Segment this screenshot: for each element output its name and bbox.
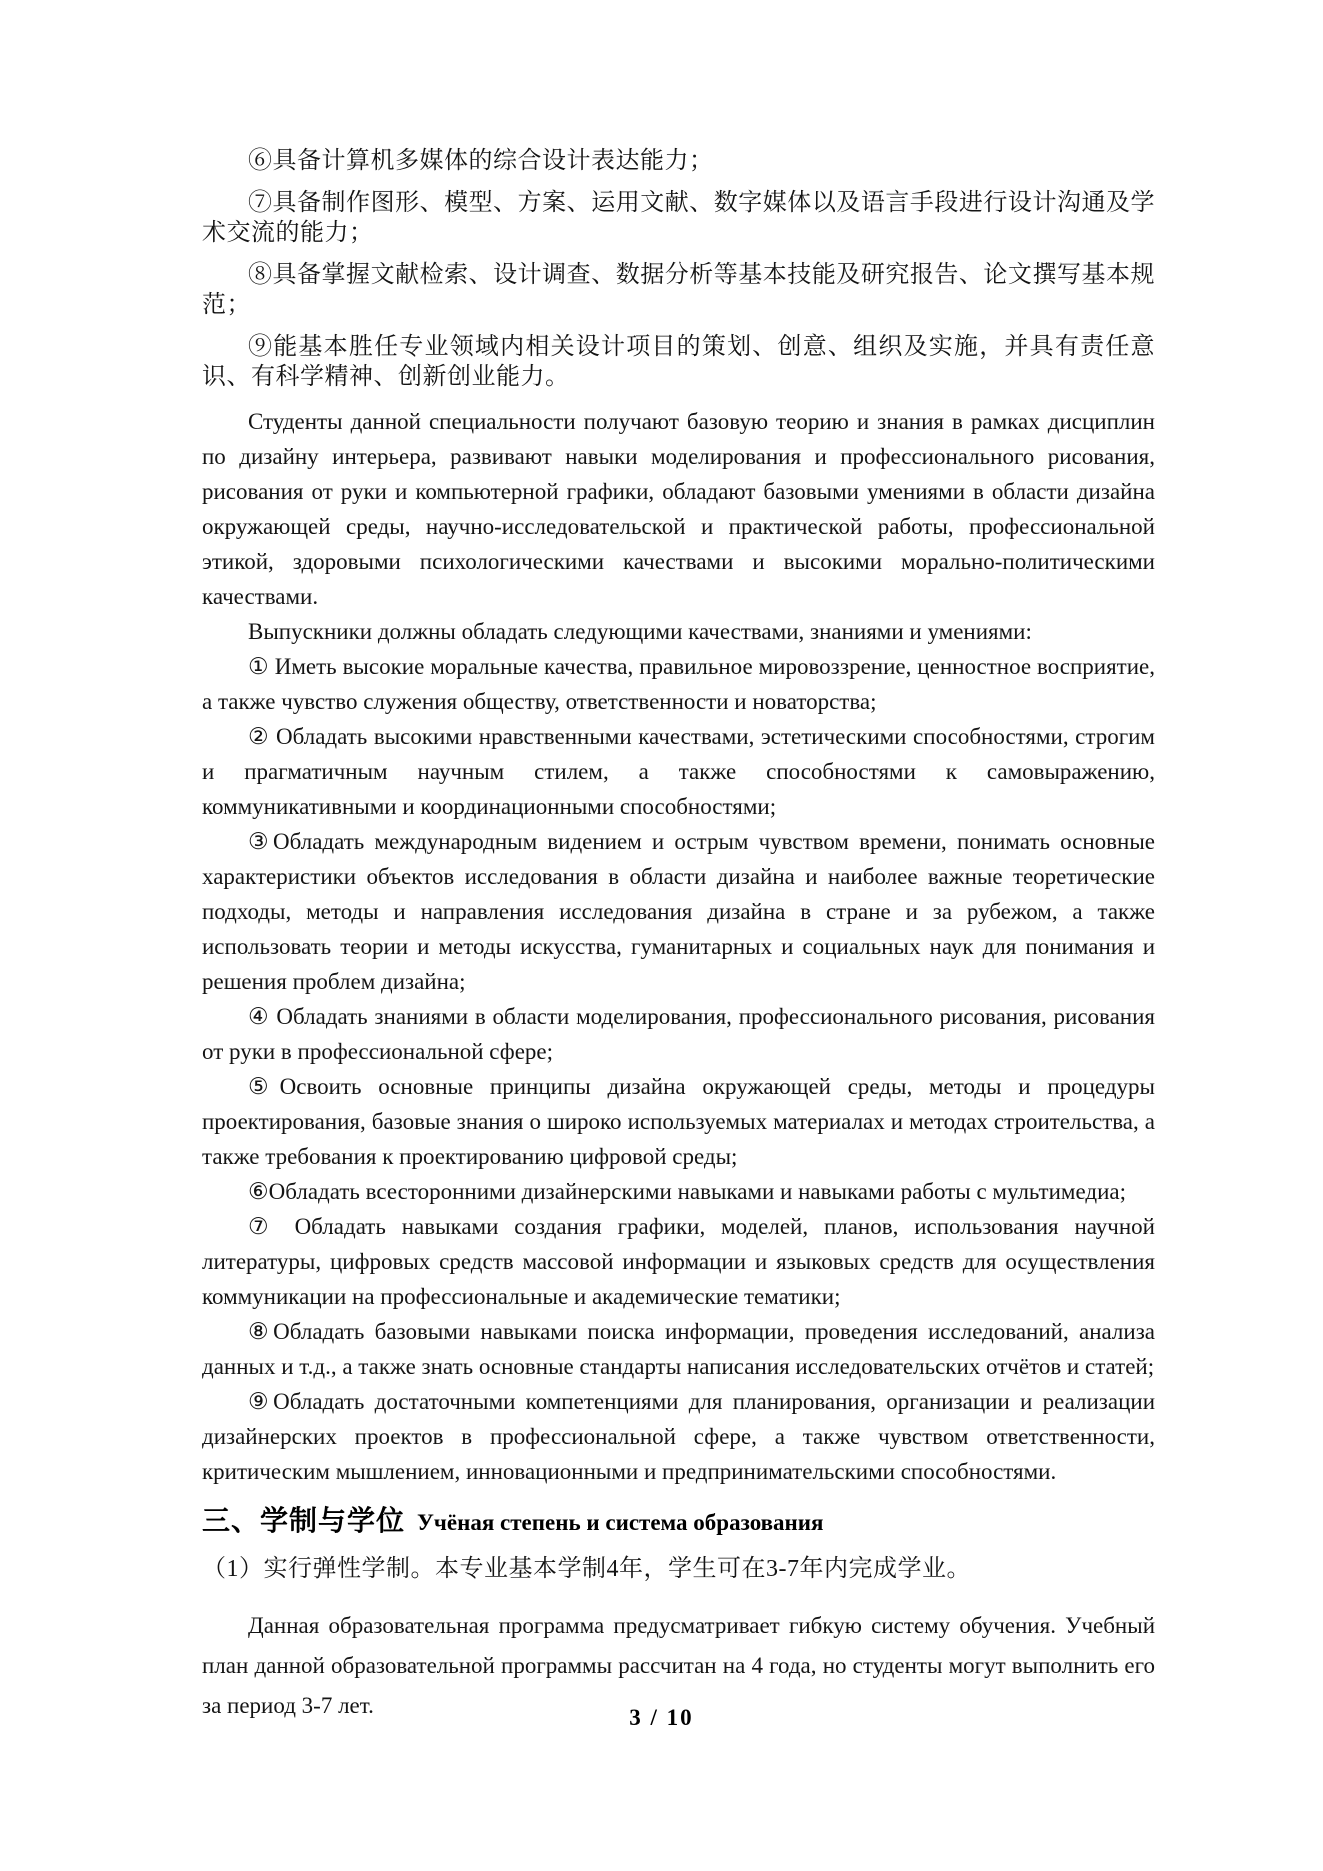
zh-ability-item-9: ⑨能基本胜任专业领域内相关设计项目的策划、创意、组织及实施，并具有责任意识、有科学精神、创新创业能力。 [202, 334, 1155, 390]
section-heading [202, 1501, 1155, 1544]
ru-quality-item-3: ③Обладать международным видением и острым чувством времени, понимать основные характеристики объектов исследования в области дизайна и наиболее важные теоретические подходы, методы и направления исследования дизайна в стране и за рубежом, а также использовать теории и методы искусства, гуманитарных и социальных наук для понимания и решения проблем дизайна; [202, 829, 1155, 994]
document-body [202, 146, 1155, 1726]
ru-graduates-requirements-lead: Выпускники должны обладать следующими качествами, знаниями и умениями: [248, 619, 1032, 644]
zh-ability-item-8: ⑧具备掌握文献检索、设计调查、数据分析等基本技能及研究报告、论文撰写基本规范； [202, 262, 1155, 318]
page-number: 3 / 10 [629, 1705, 694, 1730]
section-heading-zh: 三、学制与学位 [202, 1506, 406, 1537]
ru-quality-item-1: ① Иметь высокие моральные качества, правильное мировоззрение, ценностное восприятие, а также чувство служения обществу, ответственности и новаторства; [202, 654, 1155, 714]
ru-quality-item-8: ⑧Обладать базовыми навыками поиска информации, проведения исследований, анализа данных и т.д., а также знать основные стандарты написания исследовательских отчётов и статей; [202, 1319, 1155, 1379]
ru-quality-item-4: ④ Обладать знаниями в области моделирования, профессионального рисования, рисования от руки в профессиональной сфере; [202, 1004, 1155, 1064]
ru-quality-item-2: ② Обладать высокими нравственными качествами, эстетическими способностями, строгим и прагматичным научным стилем, а также способностями к самовыражению, коммуникативными и координационными способностями; [202, 724, 1155, 819]
zh-ability-item-6: ⑥具备计算机多媒体的综合设计表达能力； [248, 148, 714, 174]
zh-ability-item-7: ⑦具备制作图形、模型、方案、运用文献、数字媒体以及语言手段进行设计沟通及学术交流的能力； [202, 190, 1155, 246]
section-heading-ru: Учёная степень и система образования [417, 1510, 824, 1535]
ru-students-intro-paragraph: Студенты данной специальности получают базовую теорию и знания в рамках дисциплин по дизайну интерьера, развивают навыки моделирования и профессионального рисования, рисования от руки и компьютерной графики, обладают базовыми умениями в области дизайна окружающей среды, научно-исследовательской и практической работы, профессиональной этикой, здоровыми психологическими качествами и высокими морально-политическими качествами. [202, 409, 1155, 609]
ru-quality-item-7: ⑦ Обладать навыками создания графики, моделей, планов, использования научной литературы, цифровых средств массовой информации и языковых средств для осуществления коммуникации на профессиональные и академические тематики; [202, 1214, 1155, 1309]
zh-flexible-study-item: （1）实行弹性学制。本专业基本学制4年，学生可在3-7年内完成学业。 [202, 1556, 971, 1582]
ru-quality-item-5: ⑤Освоить основные принципы дизайна окружающей среды, методы и процедуры проектирования, базовые знания о широко используемых материалах и методах строительства, а также требования к проектированию цифровой среды; [202, 1074, 1155, 1169]
ru-quality-item-6: ⑥Обладать всесторонними дизайнерскими навыками и навыками работы с мультимедиа; [248, 1179, 1126, 1204]
ru-program-duration-paragraph: Данная образовательная программа предусматривает гибкую систему обучения. Учебный план данной образовательной программы рассчитан на 4 года, но студенты могут выполнить его за период 3-7 лет. [202, 1613, 1155, 1718]
ru-quality-item-9: ⑨Обладать достаточными компетенциями для планирования, организации и реализации дизайнерских проектов в профессиональной сфере, а также чувством ответственности, критическим мышлением, инновационными и предпринимательскими способностями. [202, 1389, 1155, 1484]
